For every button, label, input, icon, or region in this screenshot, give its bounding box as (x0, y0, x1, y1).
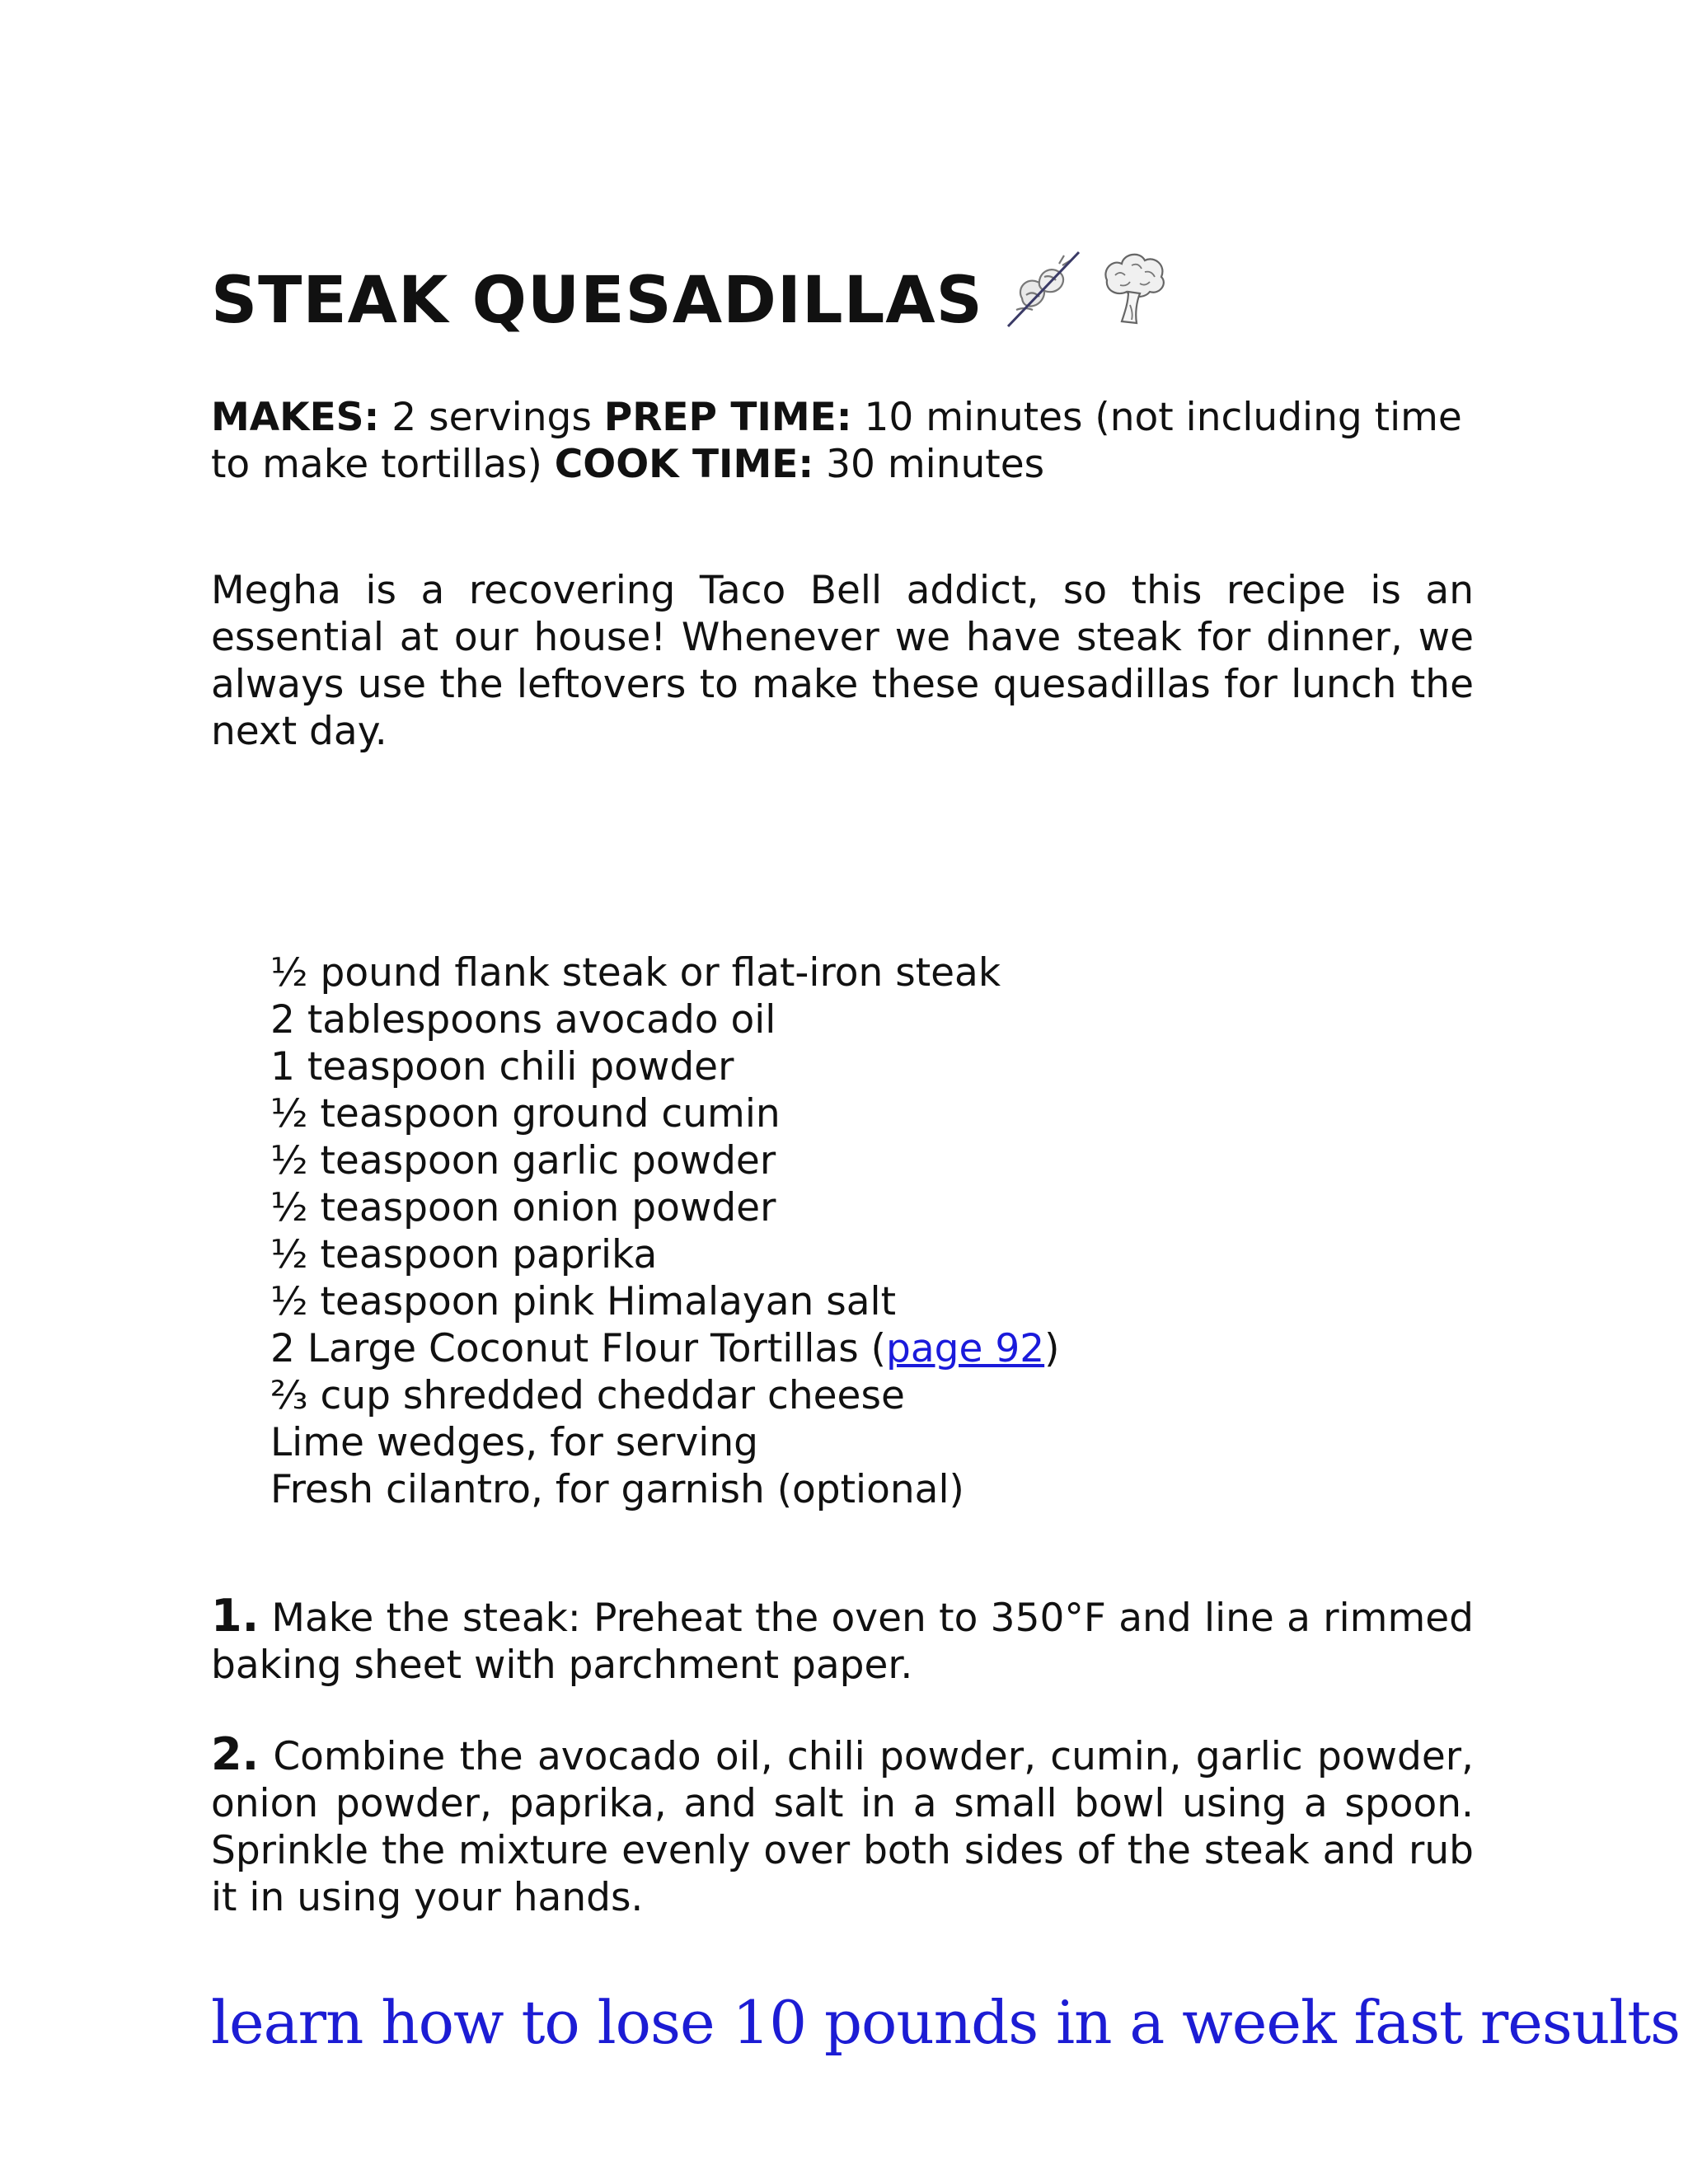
ingredient-item: 2 tablespoons avocado oil (270, 997, 776, 1043)
cook-time-value: 30 minutes (814, 442, 1045, 487)
ingredient-item: 1 teaspoon chili powder (270, 1044, 734, 1090)
ingredient-item: ½ pound flank steak or flat-iron steak (270, 950, 1001, 996)
ingredient-item: ½ teaspoon paprika (270, 1232, 658, 1277)
title-row (211, 247, 1170, 338)
step-number: 1. (211, 1590, 260, 1642)
broccoli-icon (1095, 247, 1170, 333)
ingredient-text-end: ) (1044, 1326, 1060, 1371)
ingredient-item: ⅔ cup shredded cheddar cheese (270, 1373, 905, 1418)
cook-time-label: COOK TIME: (554, 442, 814, 487)
step-text: Make the steak: Preheat the oven to 350°F and line a rimmed baking sheet with parchment paper. (211, 1596, 1474, 1688)
dairy-free-crossed-icon (1001, 247, 1084, 333)
promo-link[interactable]: learn how to lose 10 pounds in a week fast results (211, 1988, 1681, 2057)
ingredient-item: ½ teaspoon pink Himalayan salt (270, 1279, 896, 1324)
ingredient-item: ½ teaspoon ground cumin (270, 1091, 781, 1137)
instruction-step-1 (211, 1592, 1474, 1689)
makes-value: 2 servings (379, 395, 604, 440)
recipe-meta (211, 394, 1474, 488)
instruction-step-2 (211, 1728, 1474, 1921)
ingredient-list (270, 949, 1059, 1513)
step-text: Combine the avocado oil, chili powder, cumin, garlic powder, onion powder, paprika, and salt in a small bowl using a spoon. Sprinkle the mixture evenly over both sides of the steak and rub it in using your hands. (211, 1734, 1474, 1920)
step-number: 2. (211, 1728, 260, 1780)
ingredient-item: ½ teaspoon onion powder (270, 1185, 776, 1230)
page-reference-link[interactable]: page 92 (886, 1326, 1045, 1371)
prep-time-value: 10 minutes (not including time to make tortillas) (211, 395, 1462, 487)
prep-time-label: PREP TIME: (603, 395, 852, 440)
recipe-title: STEAK QUESADILLAS (211, 264, 983, 338)
makes-label: MAKES: (211, 395, 380, 440)
ingredient-item: Lime wedges, for serving (270, 1420, 758, 1465)
ingredient-item-tortillas (270, 1325, 1059, 1372)
recipe-intro: Megha is a recovering Taco Bell addict, so this recipe is an essential at our house! Whenever we have steak for dinner, we always use the leftovers to make these quesadillas for lunch the next day. (211, 568, 1474, 754)
ingredient-text: 2 Large Coconut Flour Tortillas ( (270, 1326, 886, 1371)
ingredient-item: Fresh cilantro, for garnish (optional) (270, 1467, 964, 1512)
ingredient-item: ½ teaspoon garlic powder (270, 1138, 776, 1183)
